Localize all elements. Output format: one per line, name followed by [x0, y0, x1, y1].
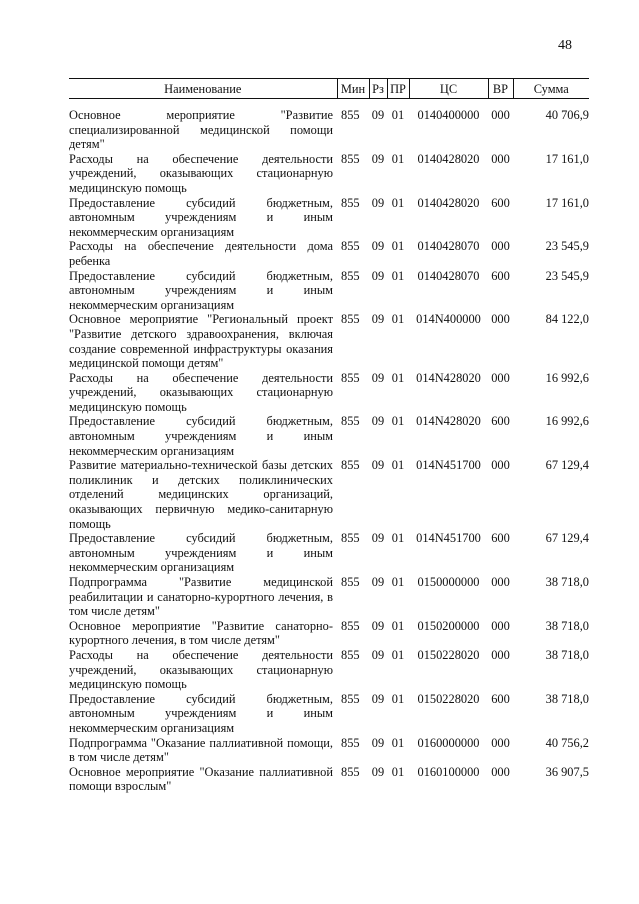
- cell-sum: 84 122,0: [545, 312, 589, 327]
- header-min: Мин: [337, 79, 369, 99]
- cell-min: 855: [341, 239, 360, 254]
- cell-cs: 0140428070: [417, 239, 480, 254]
- header-row: [69, 79, 589, 99]
- cell-min: 855: [341, 195, 360, 210]
- cell-sum: 40 756,2: [545, 735, 589, 750]
- table-row: [69, 196, 589, 240]
- cell-sum: 38 718,0: [545, 575, 589, 589]
- cell-rz: 09: [371, 108, 385, 122]
- cell-pr: 01: [391, 239, 405, 254]
- cell-rz: 09: [371, 370, 385, 385]
- cell-name: Подпрограмма "Оказание паллиативной помощи, в том числе детям": [69, 735, 333, 765]
- cell-min: 855: [341, 735, 360, 750]
- cell-pr: 01: [391, 108, 405, 122]
- table-row: [69, 312, 589, 370]
- cell-name: Основное мероприятие "Развитие специализированной медицинской помощи детям": [69, 108, 333, 152]
- cell-cs: 0160100000: [417, 764, 480, 779]
- cell-cs: 014N428020: [416, 370, 481, 385]
- cell-min: 855: [341, 312, 360, 327]
- cell-name: Развитие материально-технической базы детских поликлиник и детских поликлинических отделений медицинских организаций, оказывающих первичную медико-санитарную помощь: [69, 458, 333, 531]
- cell-vr: 600: [491, 195, 510, 210]
- cell-name: Предоставление субсидий бюджетным, автономным учреждениям и иным некоммерческим организациям: [69, 195, 333, 239]
- cell-min: 855: [341, 108, 360, 122]
- cell-rz: 09: [371, 458, 385, 473]
- cell-cs: 014N428020: [416, 414, 481, 429]
- cell-sum: 38 718,0: [545, 618, 589, 633]
- cell-rz: 09: [371, 691, 385, 706]
- cell-rz: 09: [371, 531, 385, 546]
- cell-vr: 000: [491, 108, 510, 122]
- table-row: [69, 531, 589, 575]
- cell-name: Предоставление субсидий бюджетным, автономным учреждениям и иным некоммерческим организациям: [69, 691, 333, 735]
- cell-cs: 014N451700: [416, 531, 481, 546]
- cell-min: 855: [341, 268, 360, 283]
- cell-name: Расходы на обеспечение деятельности учреждений, оказывающих стационарную медицинскую помощь: [69, 647, 333, 692]
- cell-rz: 09: [371, 151, 385, 166]
- cell-sum: 17 161,0: [545, 195, 589, 210]
- cell-vr: 600: [491, 414, 510, 429]
- cell-name: Основное мероприятие "Региональный проект "Развитие детского здравоохранения, включая создание современной инфраструктуры оказания медицинской помощи детям": [69, 312, 333, 371]
- cell-pr: 01: [391, 764, 405, 779]
- budget-table: [69, 78, 589, 794]
- cell-rz: 09: [371, 414, 385, 429]
- table-row: [69, 239, 589, 268]
- cell-vr: 600: [491, 268, 510, 283]
- cell-rz: 09: [371, 618, 385, 633]
- cell-cs: 014N451700: [416, 458, 481, 473]
- table-row: [69, 736, 589, 765]
- cell-cs: 014N400000: [416, 312, 481, 327]
- cell-sum: 23 545,9: [545, 239, 589, 254]
- table-header: [69, 79, 589, 99]
- table-row: [69, 458, 589, 531]
- cell-name: Расходы на обеспечение деятельности дома ребенка: [69, 239, 333, 268]
- cell-cs: 0140428070: [417, 268, 480, 283]
- cell-pr: 01: [391, 151, 405, 166]
- header-sum: Сумма: [513, 79, 589, 99]
- cell-sum: 38 718,0: [545, 691, 589, 706]
- cell-cs: 0140428020: [417, 195, 480, 210]
- cell-name: Предоставление субсидий бюджетным, автономным учреждениям и иным некоммерческим организациям: [69, 414, 333, 458]
- cell-vr: 000: [491, 151, 510, 166]
- header-name: Наименование: [69, 79, 337, 99]
- table-row: [69, 152, 589, 196]
- cell-min: 855: [341, 531, 360, 546]
- cell-pr: 01: [391, 575, 405, 589]
- cell-min: 855: [341, 647, 360, 662]
- cell-sum: 40 706,9: [545, 108, 589, 122]
- cell-rz: 09: [371, 647, 385, 662]
- cell-pr: 01: [391, 195, 405, 210]
- cell-rz: 09: [371, 239, 385, 254]
- cell-vr: 000: [491, 647, 510, 662]
- cell-name: Подпрограмма "Развитие медицинской реабилитации и санаторно-курортного лечения, в том числе детям": [69, 575, 333, 619]
- cell-vr: 000: [491, 370, 510, 385]
- page-number: 48: [558, 38, 572, 53]
- cell-pr: 01: [391, 691, 405, 706]
- cell-sum: 67 129,4: [545, 458, 589, 473]
- cell-pr: 01: [391, 531, 405, 546]
- cell-cs: 0150200000: [417, 618, 480, 633]
- table-row: [69, 765, 589, 794]
- cell-pr: 01: [391, 647, 405, 662]
- table-body: [69, 99, 589, 794]
- cell-sum: 36 907,5: [545, 764, 589, 779]
- cell-vr: 000: [491, 618, 510, 633]
- header-pr: ПР: [387, 79, 409, 99]
- cell-rz: 09: [371, 764, 385, 779]
- cell-vr: 600: [491, 691, 510, 706]
- cell-rz: 09: [371, 575, 385, 589]
- cell-min: 855: [341, 151, 360, 166]
- cell-min: 855: [341, 414, 360, 429]
- cell-vr: 000: [491, 458, 510, 473]
- header-rz: Рз: [369, 79, 387, 99]
- cell-rz: 09: [371, 268, 385, 283]
- table-row: [69, 99, 589, 152]
- cell-min: 855: [341, 764, 360, 779]
- cell-name: Основное мероприятие "Оказание паллиативной помощи взрослым": [69, 764, 333, 794]
- cell-cs: 0150228020: [417, 691, 480, 706]
- cell-sum: 17 161,0: [545, 151, 589, 166]
- cell-rz: 09: [371, 312, 385, 327]
- cell-cs: 0160000000: [417, 735, 480, 750]
- cell-min: 855: [341, 575, 360, 589]
- table-row: [69, 269, 589, 313]
- cell-name: Предоставление субсидий бюджетным, автономным учреждениям и иным некоммерческим организациям: [69, 268, 333, 312]
- cell-pr: 01: [391, 618, 405, 633]
- table-row: [69, 692, 589, 736]
- cell-sum: 67 129,4: [545, 531, 589, 546]
- cell-vr: 000: [491, 239, 510, 254]
- cell-min: 855: [341, 370, 360, 385]
- cell-cs: 0140400000: [417, 108, 480, 122]
- cell-sum: 16 992,6: [545, 370, 589, 385]
- table-row: [69, 648, 589, 692]
- cell-cs: 0150228020: [417, 647, 480, 662]
- cell-sum: 38 718,0: [545, 647, 589, 662]
- cell-name: Расходы на обеспечение деятельности учреждений, оказывающих стационарную медицинскую помощь: [69, 151, 333, 195]
- cell-sum: 16 992,6: [545, 414, 589, 429]
- cell-vr: 600: [491, 531, 510, 546]
- cell-cs: 0140428020: [417, 151, 480, 166]
- cell-pr: 01: [391, 268, 405, 283]
- cell-pr: 01: [391, 370, 405, 385]
- cell-name: Предоставление субсидий бюджетным, автономным учреждениям и иным некоммерческим организациям: [69, 531, 333, 575]
- cell-vr: 000: [491, 575, 510, 589]
- header-vr: ВР: [488, 79, 513, 99]
- cell-pr: 01: [391, 312, 405, 327]
- cell-pr: 01: [391, 414, 405, 429]
- cell-sum: 23 545,9: [545, 268, 589, 283]
- cell-min: 855: [341, 691, 360, 706]
- cell-min: 855: [341, 618, 360, 633]
- table-row: [69, 414, 589, 458]
- cell-vr: 000: [491, 735, 510, 750]
- cell-pr: 01: [391, 735, 405, 750]
- table-row: [69, 575, 589, 619]
- cell-name: Расходы на обеспечение деятельности учреждений, оказывающих стационарную медицинскую помощь: [69, 370, 333, 414]
- table-row: [69, 371, 589, 415]
- header-cs: ЦС: [409, 79, 488, 99]
- cell-cs: 0150000000: [417, 575, 480, 589]
- cell-pr: 01: [391, 458, 405, 473]
- cell-vr: 000: [491, 312, 510, 327]
- table-row: [69, 619, 589, 648]
- cell-name: Основное мероприятие "Развитие санаторно-курортного лечения, в том числе детям": [69, 618, 333, 648]
- cell-vr: 000: [491, 764, 510, 779]
- cell-min: 855: [341, 458, 360, 473]
- cell-rz: 09: [371, 735, 385, 750]
- cell-rz: 09: [371, 195, 385, 210]
